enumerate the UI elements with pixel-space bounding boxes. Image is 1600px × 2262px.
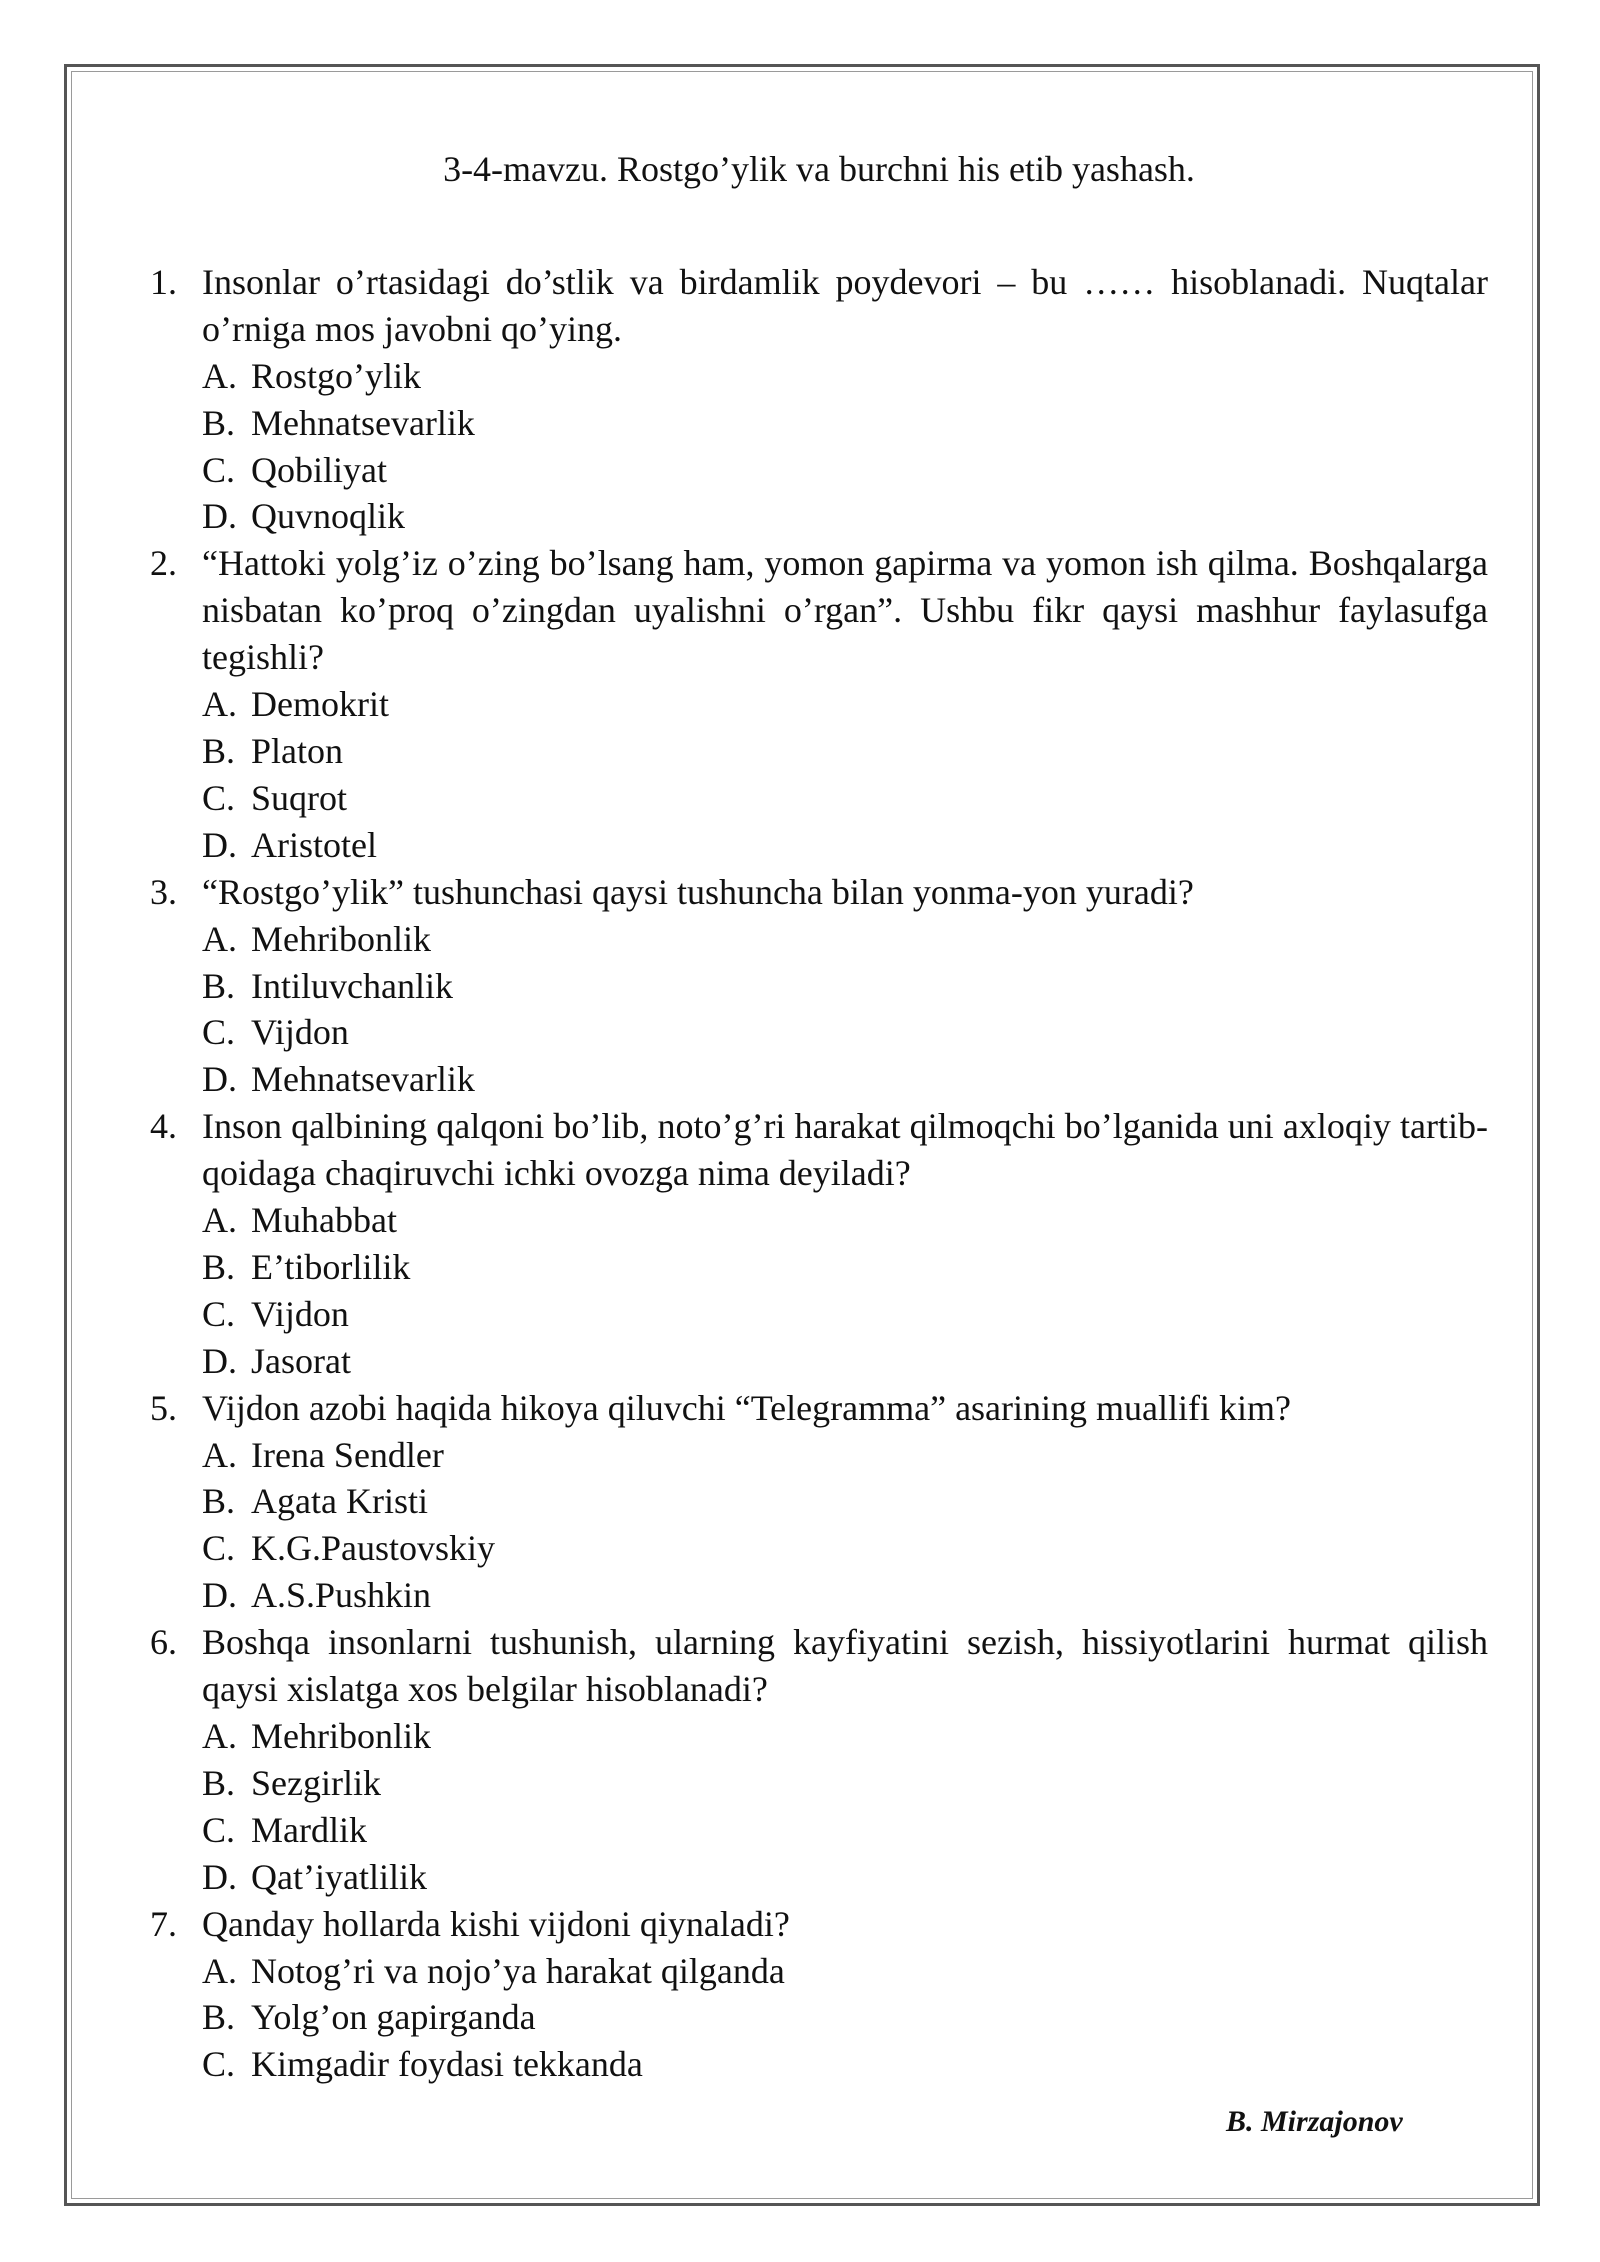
answer-option [202,447,1488,494]
option-letter: D. [202,1575,237,1616]
question-item [150,869,1488,1104]
answer-options [202,916,1488,1104]
answer-option [202,728,1488,775]
option-letter: B. [202,1997,236,2038]
document-body [150,146,1488,2088]
answer-option [202,493,1488,540]
question-item [150,540,1488,868]
question-number: 4. [150,1106,177,1147]
answer-option [202,916,1488,963]
question-text: Qanday hollarda kishi vijdoni qiynaladi? [202,1903,790,1944]
answer-options [202,353,1488,541]
option-letter: C. [202,2044,236,2085]
option-text: Suqrot [251,777,348,818]
option-text: Quvnoqlik [251,496,406,537]
option-text: Mehnatsevarlik [251,402,475,443]
answer-option [202,681,1488,728]
option-text: Yolg’on gapirganda [251,1997,536,2038]
option-letter: C. [202,777,236,818]
answer-option [202,1994,1488,2041]
answer-option [202,353,1488,400]
option-letter: C. [202,1012,236,1053]
answer-option [202,1432,1488,1479]
question-number: 5. [150,1387,177,1428]
question-text: Vijdon azobi haqida hikoya qiluvchi “Telegramma” asarining muallifi kim? [202,1387,1291,1428]
option-letter: D. [202,496,237,537]
question-text: Inson qalbining qalqoni bo’lib, noto’g’ri harakat qilmoqchi bo’lganida uni axloqiy tartib-qoidaga chaqiruvchi ichki ovozga nima deyiladi? [202,1106,1488,1194]
answer-option [202,1948,1488,1995]
option-text: Vijdon [251,1293,349,1334]
answer-option [202,822,1488,869]
answer-options [202,1197,1488,1385]
option-text: Mehribonlik [251,1716,431,1756]
answer-option [202,1478,1488,1525]
option-letter: A. [202,1434,237,1475]
answer-option [202,775,1488,822]
option-letter: D. [202,1856,237,1897]
option-letter: B. [202,1762,236,1803]
question-number: 1. [150,261,177,302]
option-text: Vijdon [251,1012,349,1053]
option-letter: D. [202,824,237,865]
option-text: Qobiliyat [251,449,387,490]
option-text: Notog’ri va nojo’ya harakat qilganda [251,1950,785,1991]
option-letter: D. [202,1059,237,1100]
option-letter: C. [202,1528,236,1569]
option-text: A.S.Pushkin [251,1575,432,1616]
answer-options [202,1432,1488,1620]
option-letter: C. [202,449,236,490]
answer-option [202,1056,1488,1103]
question-number: 3. [150,871,177,912]
option-text: Mehnatsevarlik [251,1059,475,1100]
option-text: Mehribonlik [251,918,431,959]
option-text: Rostgo’ylik [251,355,422,396]
answer-option [202,1713,1488,1760]
answer-options [202,681,1488,869]
question-text: “Rostgo’ylik” tushunchasi qaysi tushuncha bilan yonma-yon yuradi? [202,871,1194,912]
option-text: Sezgirlik [251,1762,381,1803]
option-text: K.G.Paustovskiy [251,1528,496,1569]
option-text: Mardlik [251,1809,367,1850]
question-list [150,259,1488,2088]
option-text: Demokrit [251,684,389,725]
option-text: Muhabbat [251,1200,397,1241]
option-text: E’tiborlilik [251,1246,411,1287]
question-item [150,1619,1488,1900]
option-letter: D. [202,1340,237,1381]
answer-option [202,963,1488,1010]
answer-option [202,1854,1488,1901]
option-text: Irena Sendler [251,1434,444,1475]
option-text: Platon [251,730,344,771]
answer-option [202,1807,1488,1854]
option-letter: A. [202,355,237,396]
option-letter: A. [202,684,237,725]
answer-option [202,1525,1488,1572]
answer-option [202,1760,1488,1807]
question-item [150,1103,1488,1384]
option-letter: C. [202,1293,236,1334]
option-letter: A. [202,1200,237,1241]
answer-option [202,2041,1488,2088]
answer-option [202,1572,1488,1619]
question-number: 7. [150,1903,177,1944]
question-text: Insonlar o’rtasidagi do’stlik va birdamlik poydevori – bu …… hisoblanadi. Nuqtalar o’rniga mos javobni qo’ying. [202,261,1488,349]
option-letter: B. [202,730,236,771]
question-item [150,259,1488,540]
question-text: “Hattoki yolg’iz o’zing bo’lsang ham, yomon gapirma va yomon ish qilma. Boshqalarga nisbatan ko’proq o’zingdan uyalishni o’rgan”. Ushbu fikr qaysi mashhur faylasufga tegishli? [202,543,1488,678]
answer-options [202,1713,1488,1901]
page-title: 3-4-mavzu. Rostgo’ylik va burchni his etib yashash. [443,149,1195,189]
author-signature: B. Mirzajonov [1226,2105,1403,2138]
question-number: 6. [150,1622,177,1663]
question-item [150,1901,1488,2089]
option-letter: A. [202,1950,237,1991]
answer-option [202,1197,1488,1244]
option-letter: A. [202,1716,237,1756]
answer-option [202,400,1488,447]
option-letter: B. [202,1246,236,1287]
option-letter: C. [202,1809,236,1850]
question-item [150,1385,1488,1620]
option-letter: B. [202,965,236,1006]
option-text: Aristotel [251,824,377,865]
answer-option [202,1009,1488,1056]
option-text: Intiluvchanlik [251,965,453,1006]
option-text: Agata Kristi [251,1481,428,1522]
option-text: Qat’iyatlilik [251,1856,427,1897]
answer-options [202,1948,1488,2089]
option-letter: A. [202,918,237,959]
option-letter: B. [202,1481,236,1522]
option-text: Jasorat [251,1340,351,1381]
answer-option [202,1244,1488,1291]
option-letter: B. [202,402,236,443]
option-text: Kimgadir foydasi tekkanda [251,2044,643,2085]
answer-option [202,1291,1488,1338]
question-number: 2. [150,543,177,584]
question-text: Boshqa insonlarni tushunish, ularning kayfiyatini sezish, hissiyotlarini hurmat qilish qaysi xislatga xos belgilar hisoblanadi? [202,1622,1488,1710]
answer-option [202,1338,1488,1385]
